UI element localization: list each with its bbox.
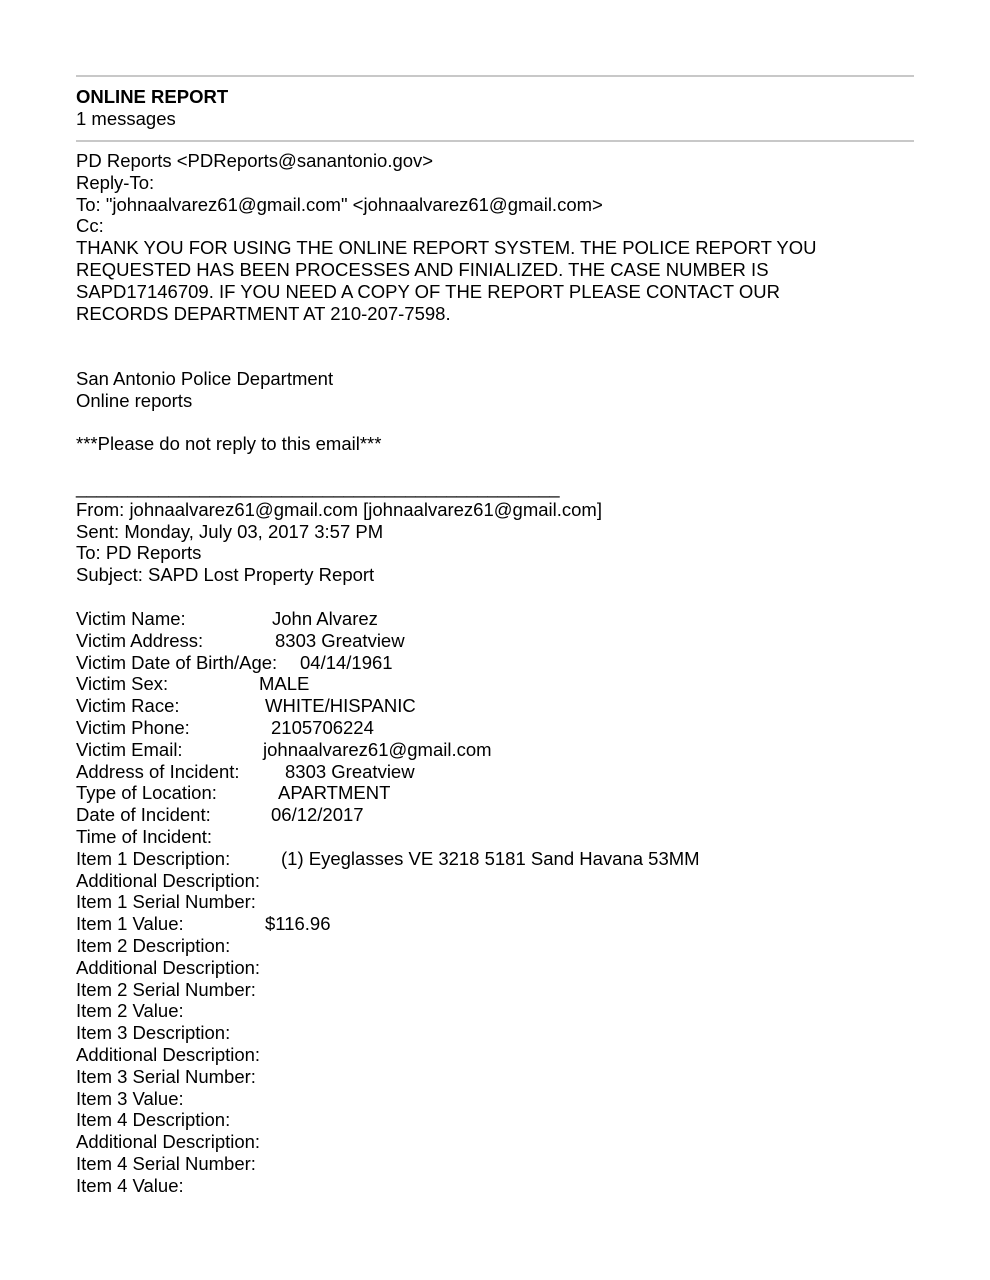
original-sent-line: Sent: Monday, July 03, 2017 3:57 PM bbox=[76, 520, 384, 542]
field-label: Item 1 Value: bbox=[76, 913, 184, 935]
report-field-row bbox=[76, 957, 914, 979]
report-field-row bbox=[76, 935, 914, 957]
field-label: Victim Name: bbox=[76, 608, 186, 629]
field-label: Item 3 Value: bbox=[76, 1087, 184, 1109]
field-label: Victim Address: bbox=[76, 629, 204, 651]
report-field-row bbox=[76, 1044, 914, 1066]
separator-line: _______________________________________________ bbox=[76, 476, 560, 498]
cc-line: Cc: bbox=[76, 215, 104, 237]
field-value: 8303 Greatview bbox=[285, 760, 415, 782]
email-title: ONLINE REPORT bbox=[76, 86, 229, 107]
field-label: Item 1 Description: bbox=[76, 847, 231, 869]
field-label: Time of Incident: bbox=[76, 825, 213, 847]
body-line: THANK YOU FOR USING THE ONLINE REPORT SYSTEM. THE POLICE REPORT YOU bbox=[76, 237, 817, 259]
message-block bbox=[76, 150, 914, 608]
field-value: MALE bbox=[259, 673, 310, 695]
report-field-row bbox=[76, 782, 914, 804]
field-value: 8303 Greatview bbox=[275, 629, 405, 651]
field-label: Type of Location: bbox=[76, 782, 217, 804]
field-label: Additional Description: bbox=[76, 869, 261, 891]
body-line: SAPD17146709. IF YOU NEED A COPY OF THE REPORT PLEASE CONTACT OUR bbox=[76, 280, 780, 302]
field-value: johnaalvarez61@gmail.com bbox=[263, 738, 492, 760]
reply-to-line: Reply-To: bbox=[76, 171, 155, 193]
top-divider bbox=[76, 75, 914, 77]
report-field-row bbox=[76, 1131, 914, 1153]
field-label: Victim Date of Birth/Age: bbox=[76, 651, 278, 673]
body-line: RECORDS DEPARTMENT AT 210-207-7598. bbox=[76, 302, 451, 324]
report-field-row bbox=[76, 870, 914, 892]
email-header bbox=[76, 86, 914, 130]
header-divider bbox=[76, 140, 914, 142]
field-label: Item 3 Serial Number: bbox=[76, 1065, 256, 1087]
report-field-row bbox=[76, 630, 914, 652]
field-value: John Alvarez bbox=[272, 608, 378, 629]
field-value: 06/12/2017 bbox=[271, 804, 364, 826]
message-count: 1 messages bbox=[76, 107, 176, 129]
report-field-row bbox=[76, 739, 914, 761]
field-label: Item 2 Value: bbox=[76, 1000, 184, 1022]
field-label: Date of Incident: bbox=[76, 804, 211, 826]
field-value: APARTMENT bbox=[278, 782, 391, 804]
field-label: Item 4 Value: bbox=[76, 1174, 184, 1196]
report-field-row bbox=[76, 1022, 914, 1044]
signature-line: San Antonio Police Department bbox=[76, 367, 334, 389]
field-label: Additional Description: bbox=[76, 956, 261, 978]
field-value: 04/14/1961 bbox=[300, 651, 393, 673]
recipient-line: To: "johnaalvarez61@gmail.com" <johnaalvarez61@gmail.com> bbox=[76, 193, 603, 215]
field-label: Item 1 Serial Number: bbox=[76, 891, 256, 913]
no-reply-notice: ***Please do not reply to this email*** bbox=[76, 433, 382, 455]
original-subject-line: Subject: SAPD Lost Property Report bbox=[76, 564, 375, 586]
report-field-row bbox=[76, 1175, 914, 1197]
report-field-row bbox=[76, 804, 914, 826]
report-field-row bbox=[76, 1000, 914, 1022]
report-field-row bbox=[76, 695, 914, 717]
report-field-row bbox=[76, 717, 914, 739]
report-fields bbox=[76, 608, 914, 1197]
field-value: WHITE/HISPANIC bbox=[265, 695, 416, 717]
report-field-row bbox=[76, 1153, 914, 1175]
body-line: REQUESTED HAS BEEN PROCESSES AND FINIALIZED. THE CASE NUMBER IS bbox=[76, 258, 769, 280]
field-label: Additional Description: bbox=[76, 1131, 261, 1153]
original-from-line: From: johnaalvarez61@gmail.com [johnaalvarez61@gmail.com] bbox=[76, 498, 602, 520]
field-label: Item 2 Serial Number: bbox=[76, 978, 256, 1000]
report-field-row bbox=[76, 761, 914, 783]
field-value: $116.96 bbox=[265, 913, 331, 935]
field-label: Victim Sex: bbox=[76, 673, 169, 695]
field-label: Address of Incident: bbox=[76, 760, 240, 782]
signature-line: Online reports bbox=[76, 389, 193, 411]
field-label: Victim Race: bbox=[76, 695, 180, 717]
field-value: (1) Eyeglasses VE 3218 5181 Sand Havana 53MM bbox=[281, 847, 700, 869]
field-value: 2105706224 bbox=[271, 716, 374, 738]
report-field-row bbox=[76, 673, 914, 695]
report-field-row bbox=[76, 826, 914, 848]
field-label: Item 4 Serial Number: bbox=[76, 1152, 256, 1174]
field-label: Victim Phone: bbox=[76, 716, 190, 738]
field-label: Item 4 Description: bbox=[76, 1109, 231, 1131]
field-label: Item 3 Description: bbox=[76, 1022, 231, 1044]
report-field-row bbox=[76, 891, 914, 913]
report-field-row bbox=[76, 652, 914, 674]
report-field-row bbox=[76, 1109, 914, 1131]
field-label: Additional Description: bbox=[76, 1043, 261, 1065]
field-label: Item 2 Description: bbox=[76, 934, 231, 956]
report-field-row bbox=[76, 1066, 914, 1088]
field-label: Victim Email: bbox=[76, 738, 183, 760]
report-field-row bbox=[76, 979, 914, 1001]
report-field-row bbox=[76, 1088, 914, 1110]
report-field-row bbox=[76, 848, 914, 870]
sender-line: PD Reports <PDReports@sanantonio.gov> bbox=[76, 150, 434, 171]
original-to-line: To: PD Reports bbox=[76, 542, 202, 564]
report-field-row bbox=[76, 913, 914, 935]
report-field-row bbox=[76, 608, 914, 630]
